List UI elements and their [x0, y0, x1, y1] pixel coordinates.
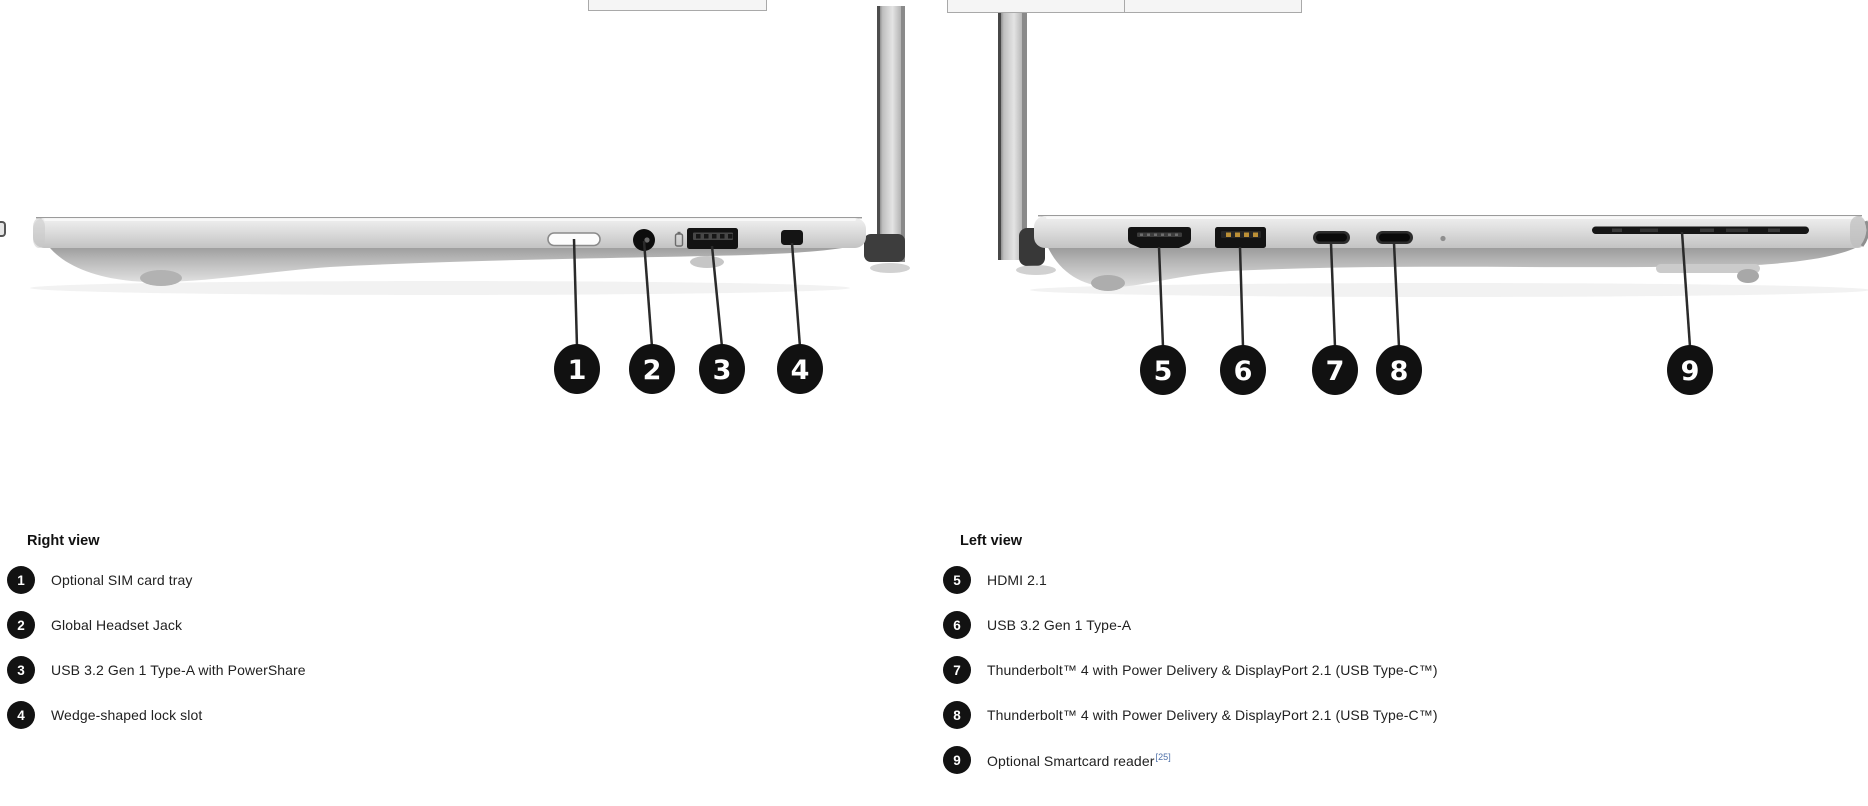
left-view-legend [943, 533, 1503, 774]
legend-badge-7: 7 [943, 656, 971, 684]
svg-text:4: 4 [790, 355, 810, 386]
usb-c-port-2 [1376, 231, 1413, 244]
callout-4 [777, 344, 823, 394]
legend-label-5: HDMI 2.1 [987, 572, 1047, 588]
svg-text:5: 5 [1153, 356, 1173, 387]
legend-label-1: Optional SIM card tray [51, 572, 193, 588]
svg-text:7: 7 [1325, 356, 1345, 387]
footnote-25-link[interactable]: [25] [1155, 751, 1171, 762]
legend-label-9 [987, 752, 1171, 769]
legend-label-8: Thunderbolt™ 4 with Power Delivery & DisplayPort 2.1 (USB Type-C™) [987, 707, 1438, 723]
legend-badge-1: 1 [7, 566, 35, 594]
svg-text:1: 1 [567, 355, 587, 386]
usb-c-port-1 [1313, 231, 1350, 244]
legend-badge-5: 5 [943, 566, 971, 594]
legend-badge-3: 3 [7, 656, 35, 684]
right-view-photo [30, 6, 910, 347]
legend-badge-8: 8 [943, 701, 971, 729]
thumbnail-divider [1124, 0, 1125, 12]
legend-badge-4: 4 [7, 701, 35, 729]
svg-text:6: 6 [1233, 356, 1253, 387]
callout-7 [1312, 345, 1358, 395]
legend-label-7: Thunderbolt™ 4 with Power Delivery & DisplayPort 2.1 (USB Type-C™) [987, 662, 1438, 678]
legend-item-3 [7, 656, 567, 684]
callout-badges [554, 344, 1713, 395]
legend-item-2 [7, 611, 567, 639]
status-led-dot [1440, 236, 1445, 241]
legend-label-2: Global Headset Jack [51, 617, 183, 633]
usb-a-port-left [1215, 227, 1266, 248]
legend-item-9 [943, 746, 1503, 774]
legend-item-4 [7, 701, 567, 729]
svg-text:8: 8 [1389, 356, 1409, 387]
legend-label-4: Wedge-shaped lock slot [51, 707, 203, 723]
usb-a-port-right [687, 228, 738, 249]
callout-8 [1376, 345, 1422, 395]
callout-9 [1667, 345, 1713, 395]
svg-text:2: 2 [642, 355, 662, 386]
smartcard-reader-slot [1592, 227, 1809, 235]
legend-badge-6: 6 [943, 611, 971, 639]
thumbnail-strip-fragment-1[interactable] [588, 0, 767, 11]
legend-badge-9: 9 [943, 746, 971, 774]
legend-label-9-text: Optional Smartcard reader [987, 752, 1155, 769]
svg-text:9: 9 [1680, 356, 1700, 387]
legend-item-7 [943, 656, 1503, 684]
right-view-legend [7, 533, 567, 729]
left-view-photo [998, 0, 1868, 347]
laptop-lid [864, 6, 910, 273]
legend-item-1 [7, 566, 567, 594]
thumbnail-strip-fragment-2[interactable] [947, 0, 1302, 13]
callout-3 [699, 344, 745, 394]
right-view-title: Right view [27, 533, 100, 549]
legend-item-8 [943, 701, 1503, 729]
callout-1 [554, 344, 600, 394]
legend-badge-2: 2 [7, 611, 35, 639]
callout-6 [1220, 345, 1266, 395]
legend-item-6 [943, 611, 1503, 639]
legend-label-6: USB 3.2 Gen 1 Type-A [987, 617, 1132, 633]
hdmi-port [1128, 227, 1191, 248]
left-view-title: Left view [960, 533, 1023, 549]
svg-text:3: 3 [712, 355, 732, 386]
laptop-body [33, 217, 866, 248]
callout-2 [629, 344, 675, 394]
adjacent-image-fragment [0, 221, 6, 237]
legend-item-5 [943, 566, 1503, 594]
wedge-lock-slot [781, 230, 803, 245]
legend-label-3: USB 3.2 Gen 1 Type-A with PowerShare [51, 662, 306, 678]
callout-5 [1140, 345, 1186, 395]
